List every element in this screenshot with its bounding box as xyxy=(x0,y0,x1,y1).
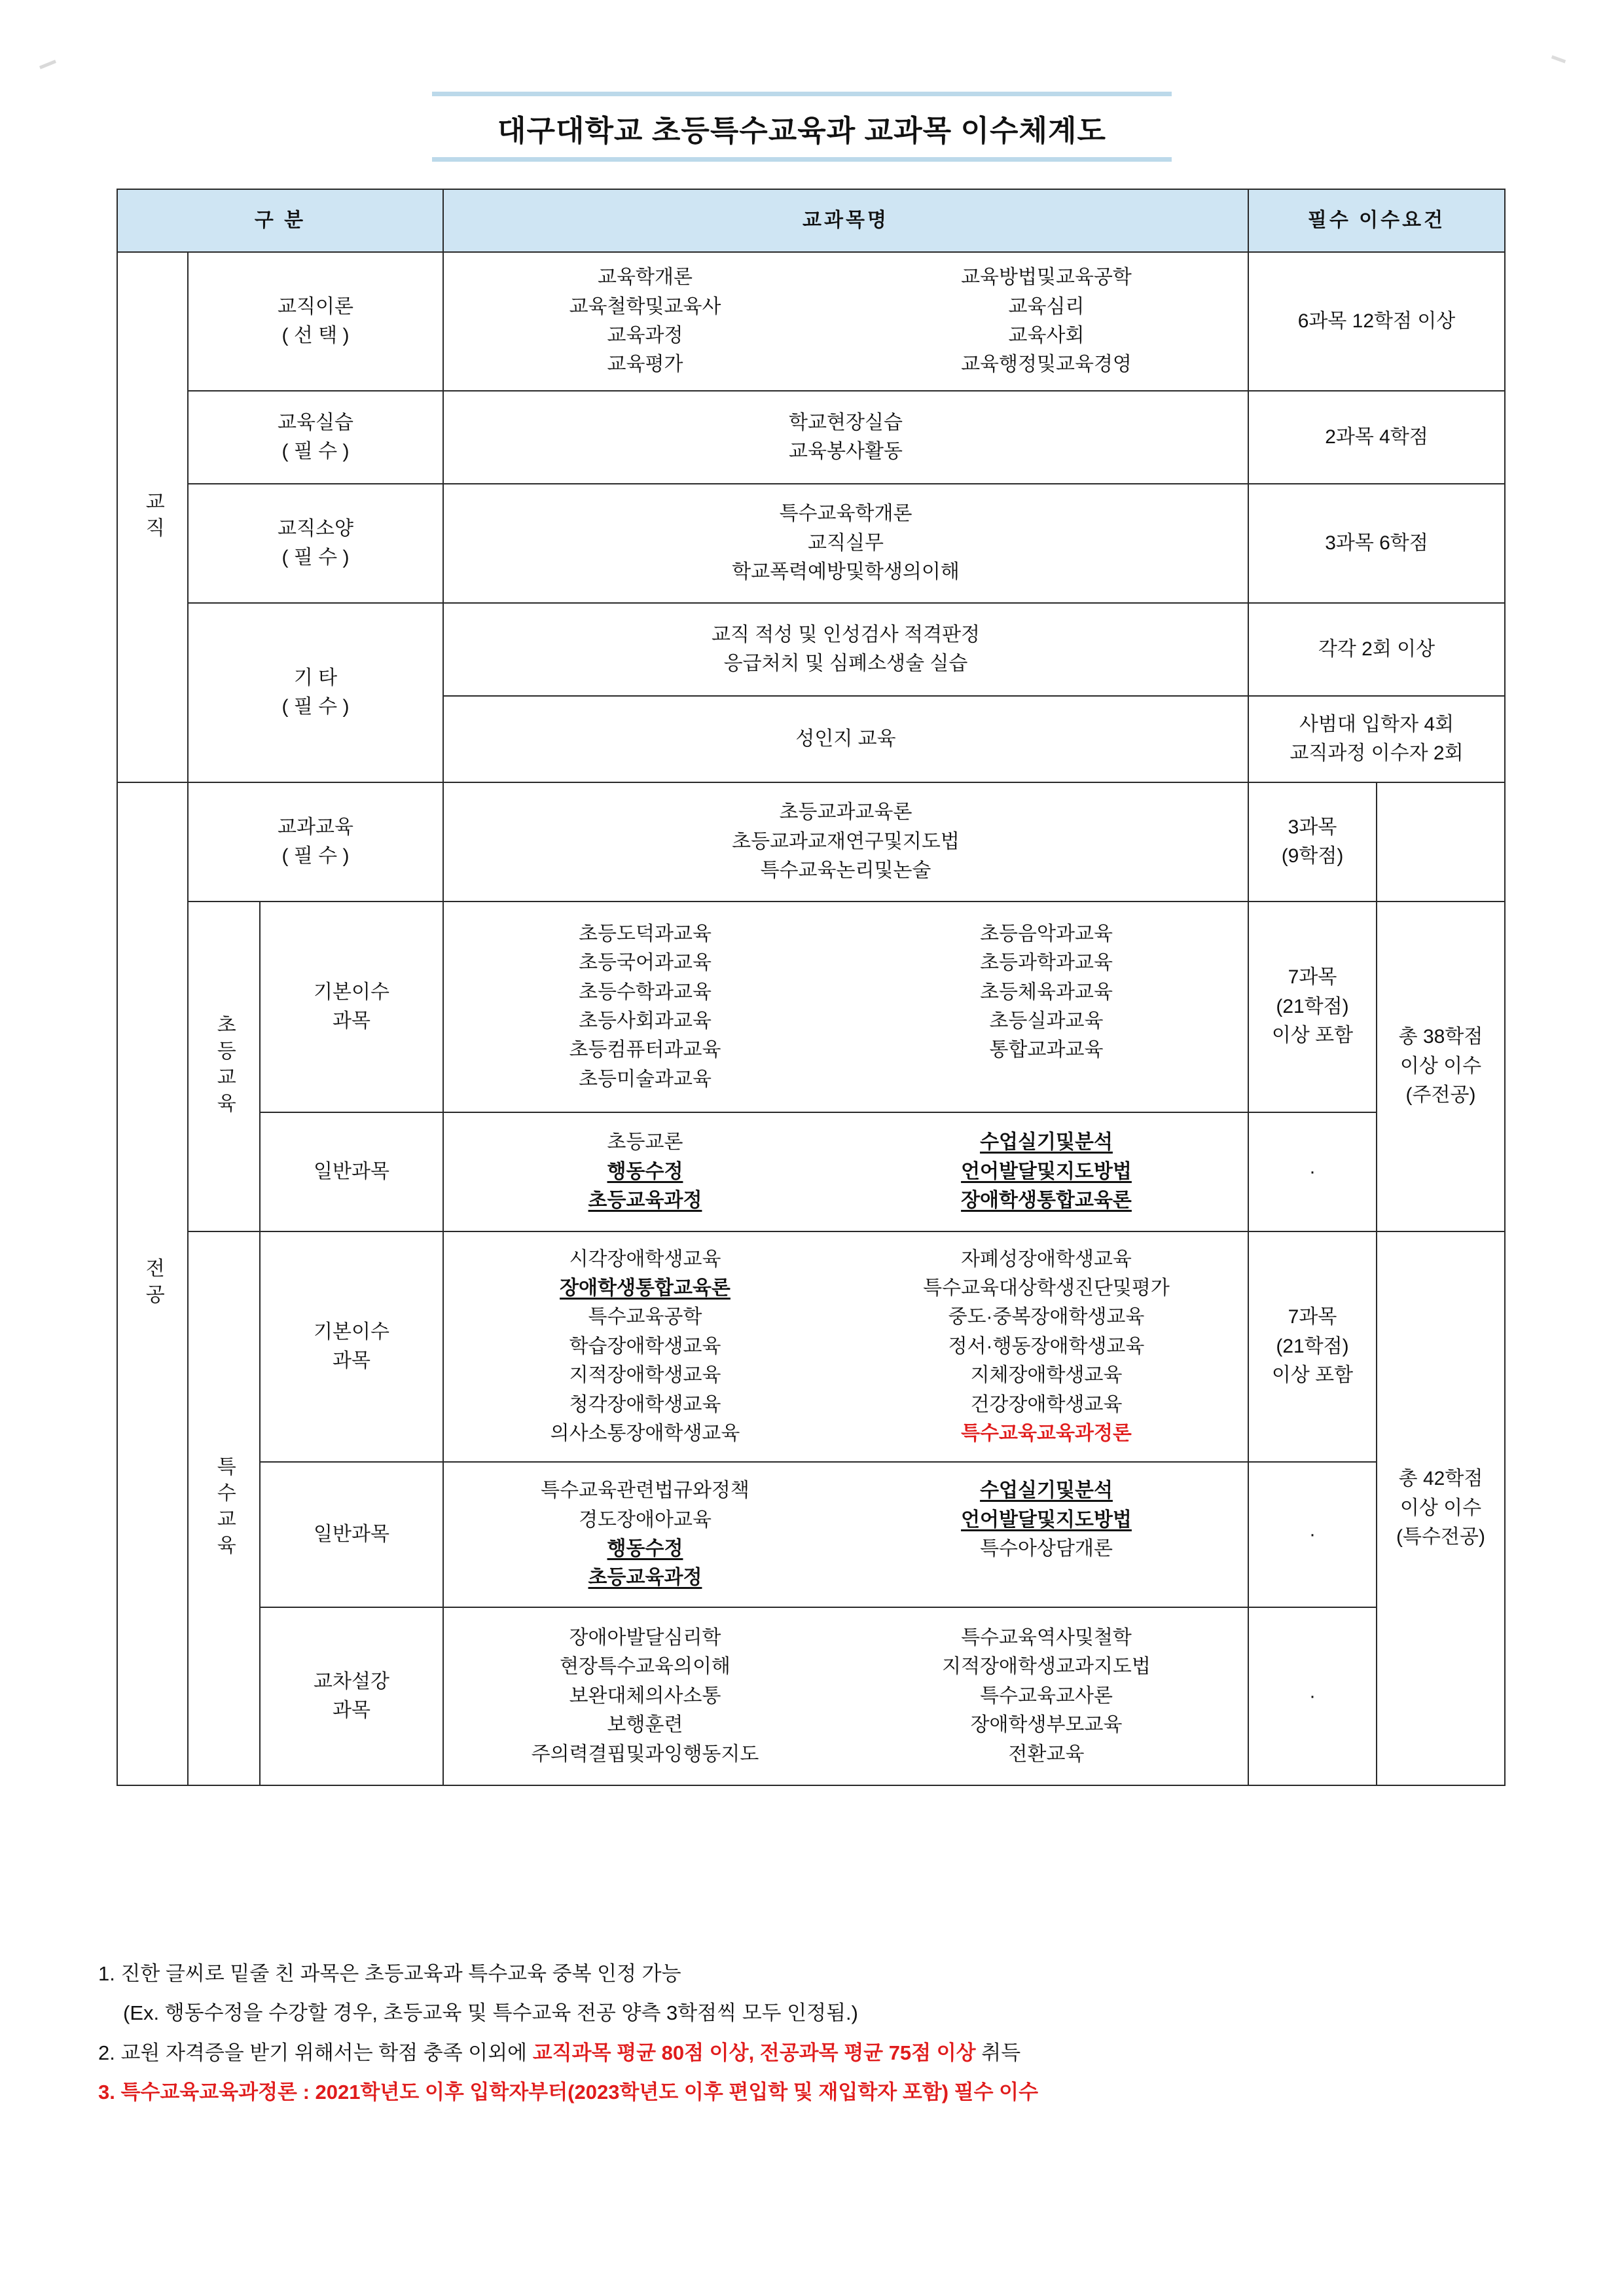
curriculum-table xyxy=(117,189,1506,1786)
total-special: 총 42학점 이상 이수 (특수전공) xyxy=(1377,1231,1505,1785)
course-item: 특수교육논리및논술 xyxy=(760,860,931,882)
category-elementary-general: 일반과목 xyxy=(260,1112,443,1231)
course-item: 현장특수교육의이해 xyxy=(560,1656,731,1678)
category-subject-education: 교과교육 ( 필 수 ) xyxy=(188,782,443,902)
course-item: 경도장애아교육 xyxy=(579,1508,712,1531)
course-item: 특수교육관련법규와정책 xyxy=(541,1480,749,1502)
course-item: 초등교육과정 xyxy=(588,1567,702,1589)
header-division: 구 분 xyxy=(117,189,443,252)
courses-teaching-theory xyxy=(443,252,1248,391)
course-item: 초등도덕과교육 xyxy=(579,922,712,945)
footnote-2-suffix: 취득 xyxy=(975,2041,1021,2064)
course-item: 초등체육과교육 xyxy=(980,981,1113,1003)
course-item: 언어발달및지도방법 xyxy=(961,1508,1132,1531)
course-item: 중도·중복장애학생교육 xyxy=(948,1306,1145,1328)
course-item: 보완대체의사소통 xyxy=(569,1685,721,1707)
table-row xyxy=(117,1112,1505,1231)
requirement-special-general: · xyxy=(1248,1462,1377,1607)
document-title-block xyxy=(432,92,1172,162)
courses-special-general xyxy=(443,1462,1248,1607)
requirement-other-1: 각각 2회 이상 xyxy=(1248,603,1505,696)
header-requirement: 필수 이수요건 xyxy=(1248,189,1505,252)
table-row xyxy=(117,1462,1505,1607)
course-item: 주의력결핍및과잉행동지도 xyxy=(531,1743,759,1765)
scan-artifact xyxy=(1551,55,1566,63)
course-item: 보행훈련 xyxy=(607,1714,683,1736)
courses-teaching-literacy xyxy=(443,484,1248,603)
courses-cross-listed xyxy=(443,1607,1248,1785)
course-item: 특수교육공학 xyxy=(588,1306,702,1328)
course-item: 전환교육 xyxy=(1008,1743,1085,1765)
course-item: 지체장애학생교육 xyxy=(970,1364,1123,1387)
footnote-2-prefix: 2. 교원 자격증을 받기 위해서는 학점 충족 이외에 xyxy=(98,2041,533,2064)
course-item: 청각장애학생교육 xyxy=(569,1393,721,1415)
category-special-basic: 기본이수 과목 xyxy=(260,1231,443,1462)
footnote-1: 1. 진한 글씨로 밑줄 친 과목은 초등교육과 특수교육 중복 인정 가능 xyxy=(98,1962,681,1985)
course-item: 행동수정 xyxy=(607,1538,683,1559)
category-teaching-literacy: 교직소양 ( 필 수 ) xyxy=(188,484,443,603)
category-teaching-theory: 교직이론 ( 선 택 ) xyxy=(188,252,443,391)
course-item: 특수교육대상학생진단및평가 xyxy=(923,1277,1170,1300)
course-item: 초등실과교육 xyxy=(989,1010,1104,1032)
requirement-other-2: 사범대 입학자 4회 교직과정 이수자 2회 xyxy=(1248,696,1505,782)
course-item: 특수교육역사및철학 xyxy=(961,1627,1132,1649)
course-item: 특수아상담개론 xyxy=(980,1538,1113,1559)
group-teaching: 교직 xyxy=(117,252,188,782)
subgroup-special: 특수교육 xyxy=(188,1231,260,1785)
course-item: 교육평가 xyxy=(607,354,683,376)
course-item: 교육행정및교육경영 xyxy=(961,354,1132,376)
table-row xyxy=(117,484,1505,603)
category-special-general: 일반과목 xyxy=(260,1462,443,1607)
page-title: 대구대학교 초등특수교육과 교과목 이수체계도 xyxy=(497,114,1106,147)
course-item: 초등음악과교육 xyxy=(980,922,1113,945)
course-item: 초등교과교재연구및지도법 xyxy=(732,830,960,852)
course-item: 장애아발달심리학 xyxy=(569,1627,721,1649)
requirement-subject-education: 3과목 (9학점) xyxy=(1248,782,1377,902)
course-item: 학교폭력예방및학생의이해 xyxy=(732,561,960,583)
course-item: 자폐성장애학생교육 xyxy=(961,1248,1132,1270)
course-item: 성인지 교육 xyxy=(795,727,896,750)
table-row xyxy=(117,603,1505,696)
course-item: 초등사회과교육 xyxy=(579,1010,712,1032)
table-row xyxy=(117,1231,1505,1462)
requirement-cross-listed: · xyxy=(1248,1607,1377,1785)
course-item: 교육사회 xyxy=(1008,325,1085,346)
table-row xyxy=(117,1607,1505,1785)
course-item: 지적장애학생교과지도법 xyxy=(942,1656,1151,1678)
requirement-teaching-theory: 6과목 12학점 이상 xyxy=(1248,252,1505,391)
table-row xyxy=(117,902,1505,1112)
course-item: 수업실기및분석 xyxy=(980,1131,1113,1154)
course-item: 건강장애학생교육 xyxy=(970,1393,1123,1415)
course-item: 초등교론 xyxy=(607,1131,683,1154)
category-cross-listed: 교차설강 과목 xyxy=(260,1607,443,1785)
course-item: 언어발달및지도방법 xyxy=(961,1160,1132,1182)
category-elementary-basic: 기본이수 과목 xyxy=(260,902,443,1112)
courses-special-basic xyxy=(443,1231,1248,1462)
blank-total-cell xyxy=(1377,782,1505,902)
course-item: 장애학생부모교육 xyxy=(970,1714,1123,1736)
course-item: 특수교육교사론 xyxy=(980,1685,1113,1707)
course-item: 수업실기및분석 xyxy=(980,1480,1113,1502)
courses-other-2 xyxy=(443,696,1248,782)
courses-elementary-basic xyxy=(443,902,1248,1112)
courses-other-1 xyxy=(443,603,1248,696)
table-row xyxy=(117,252,1505,391)
total-elementary: 총 38학점 이상 이수 (주전공) xyxy=(1377,902,1505,1231)
course-item: 통합교과교육 xyxy=(989,1039,1104,1061)
course-item: 초등국어과교육 xyxy=(579,952,712,974)
course-item: 초등수학과교육 xyxy=(579,981,712,1003)
header-course-name: 교과목명 xyxy=(443,189,1248,252)
course-item: 지적장애학생교육 xyxy=(569,1364,721,1387)
course-item: 초등교과교육론 xyxy=(779,801,912,824)
course-item: 교육학개론 xyxy=(598,266,693,289)
course-item: 초등과학과교육 xyxy=(980,952,1113,974)
course-item-required: 특수교육교육과정론 xyxy=(961,1422,1132,1444)
title-bottom-rule xyxy=(432,157,1172,162)
requirement-elementary-basic: 7과목 (21학점) 이상 포함 xyxy=(1248,902,1377,1112)
course-item: 교육과정 xyxy=(607,325,683,346)
course-item: 교직 적성 및 인성검사 적격판정 xyxy=(711,623,981,646)
footnotes xyxy=(98,1954,1538,2113)
course-item: 행동수정 xyxy=(607,1160,683,1182)
category-practicum: 교육실습 ( 필 수 ) xyxy=(188,391,443,484)
course-item: 장애학생통합교육론 xyxy=(560,1277,731,1300)
requirement-elementary-general: · xyxy=(1248,1112,1377,1231)
course-item: 교직실무 xyxy=(808,532,884,554)
course-item: 초등미술과교육 xyxy=(579,1068,712,1090)
table-header-row xyxy=(117,189,1505,252)
course-item: 시각장애학생교육 xyxy=(569,1248,721,1270)
footnote-2-highlight: 교직과목 평균 80점 이상, 전공과목 평균 75점 이상 xyxy=(532,2041,976,2064)
course-item: 응급처치 및 심폐소생술 실습 xyxy=(723,653,968,674)
course-item: 초등컴퓨터과교육 xyxy=(569,1039,721,1061)
course-item: 장애학생통합교육론 xyxy=(961,1190,1132,1212)
table-row xyxy=(117,782,1505,902)
table-row xyxy=(117,391,1505,484)
group-major: 전공 xyxy=(117,782,188,1785)
courses-subject-education xyxy=(443,782,1248,902)
scan-artifact xyxy=(39,60,56,69)
category-other: 기 타 ( 필 수 ) xyxy=(188,603,443,782)
requirement-teaching-literacy: 3과목 6학점 xyxy=(1248,484,1505,603)
courses-practicum xyxy=(443,391,1248,484)
course-item: 학습장애학생교육 xyxy=(569,1335,721,1357)
course-item: 정서·행동장애학생교육 xyxy=(948,1335,1145,1357)
courses-elementary-general xyxy=(443,1112,1248,1231)
subgroup-elementary: 초등교육 xyxy=(188,902,260,1231)
course-item: 초등교육과정 xyxy=(588,1190,702,1212)
footnote-2 xyxy=(98,2033,1538,2073)
footnote-3: 3. 특수교육교육과정론 : 2021학년도 이후 입학자부터(2023학년도 이후 편입학 및 재입학자 포함) 필수 이수 xyxy=(98,2081,1039,2104)
requirement-practicum: 2과목 4학점 xyxy=(1248,391,1505,484)
course-item: 교육심리 xyxy=(1008,295,1085,318)
course-item: 교육방법및교육공학 xyxy=(961,266,1132,289)
course-item: 학교현장실습 xyxy=(789,411,903,433)
course-item: 의사소통장애학생교육 xyxy=(550,1422,740,1444)
footnote-1-example: (Ex. 행동수정을 수강할 경우, 초등교육 및 특수교육 전공 양측 3학점씩 모두 인정됨.) xyxy=(123,2001,858,2025)
title-top-rule xyxy=(432,92,1172,96)
course-item: 교육철학및교육사 xyxy=(569,295,721,318)
course-item: 교육봉사활동 xyxy=(789,441,903,462)
course-item: 특수교육학개론 xyxy=(779,503,912,525)
requirement-special-basic: 7과목 (21학점) 이상 포함 xyxy=(1248,1231,1377,1462)
